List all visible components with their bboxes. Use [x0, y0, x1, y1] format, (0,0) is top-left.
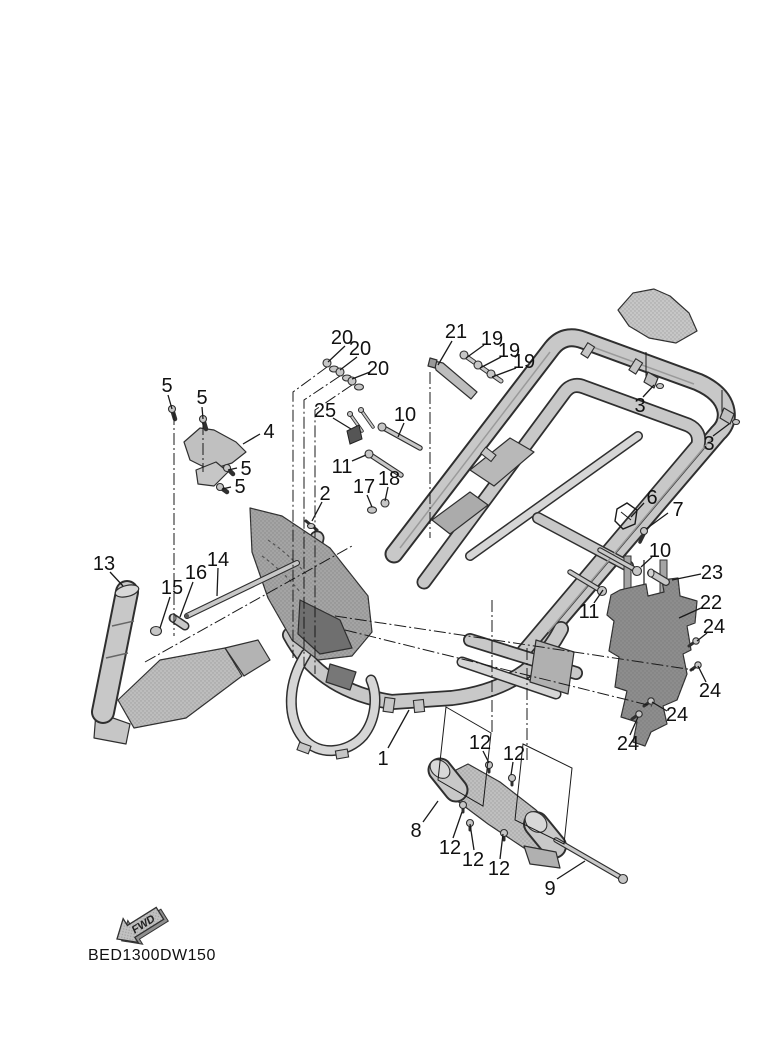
part-number-callout: 13 [92, 553, 116, 576]
part-number-callout: 22 [699, 592, 723, 615]
part-number-callout: 17 [352, 476, 376, 499]
part-number-callout: 15 [160, 577, 184, 600]
part-number-callout: 5 [196, 387, 208, 410]
part-number-callout: 11 [331, 456, 353, 479]
part-number-callout: 3 [703, 433, 715, 456]
part-number-callout: 5 [234, 476, 246, 499]
part-number-callout: 3 [634, 395, 646, 418]
part-number-callout: 18 [377, 468, 401, 491]
part-number-callout: 8 [410, 820, 422, 843]
part-number-callout: 4 [263, 421, 275, 444]
part-number-callout: 9 [544, 878, 556, 901]
part-number-callout: 20 [330, 327, 354, 350]
part-number-callout: 20 [348, 338, 372, 361]
nut-20-icons [323, 359, 364, 390]
part-number-callout: 12 [461, 849, 485, 872]
part-number-callout: 10 [393, 404, 417, 427]
part-number-callout: 12 [502, 743, 526, 766]
part-number-callout: 5 [240, 458, 252, 481]
part-number-callout: 1 [377, 748, 389, 771]
part-number-callout: 12 [438, 837, 462, 860]
bolt-9 [556, 840, 628, 884]
part-number-callout: 5 [161, 375, 173, 398]
part-number-callout: 11 [578, 601, 600, 624]
clamp-25 [347, 408, 373, 445]
part-number-callout: 12 [468, 732, 492, 755]
part-number-callout: 25 [313, 400, 337, 423]
part-number-callout: 7 [672, 499, 684, 522]
plate-21 [428, 358, 477, 399]
part-number-callout: 2 [319, 483, 331, 506]
washer-17 [368, 507, 377, 513]
part-number-callout: 24 [702, 616, 726, 639]
part-number-callout: 24 [698, 680, 722, 703]
part-number-callout: 24 [616, 733, 640, 756]
part-number-callout: 19 [497, 340, 521, 363]
part-number-callout: 21 [444, 321, 468, 344]
part-number-callout: 6 [646, 487, 658, 510]
part-number-callout: 19 [512, 351, 536, 374]
part-number-callout: 23 [700, 562, 724, 585]
part-number-callout: 10 [648, 540, 672, 563]
part-number-callout: 14 [206, 549, 230, 572]
steering-head-assembly [94, 583, 270, 744]
fwd-arrow [110, 899, 172, 954]
part-number-callout: 24 [665, 704, 689, 727]
part-code-label: BED1300DW150 [88, 947, 216, 964]
part-number-callout: 19 [480, 328, 504, 351]
front-shield-plate [250, 508, 372, 660]
part-number-callout: 20 [366, 358, 390, 381]
part-number-callout: 16 [184, 562, 208, 585]
part-number-callout: 12 [487, 858, 511, 881]
fwd-label: FWD [130, 912, 157, 937]
